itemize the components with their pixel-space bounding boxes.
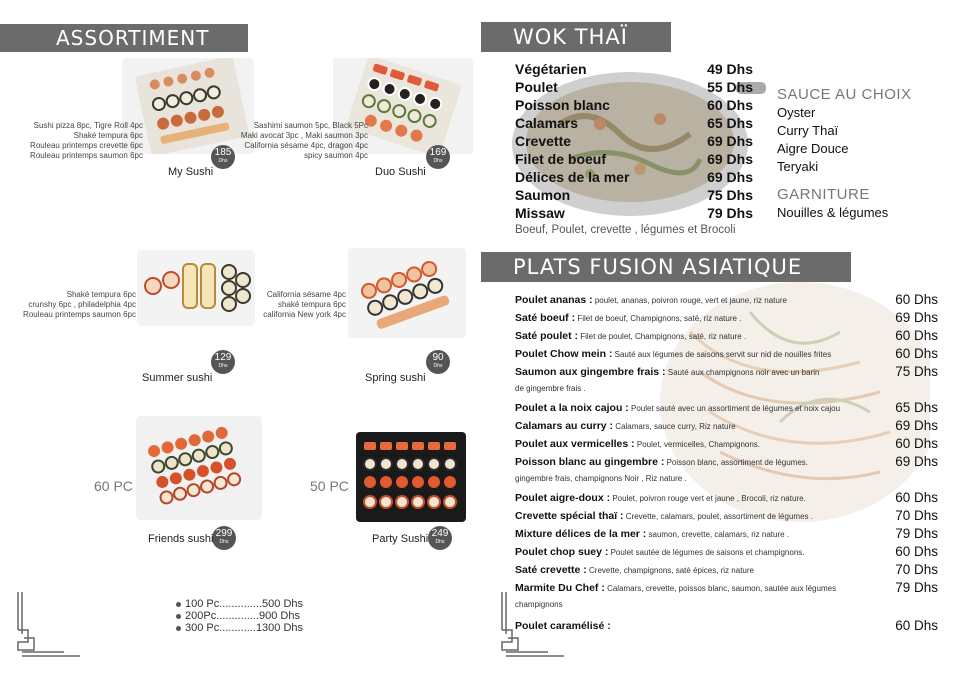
fusion-item-desc: Filet de boeuf, Champignons, saté, riz nature . (575, 314, 742, 323)
price-value: 169 (429, 147, 447, 158)
fusion-item-name: Poulet ananas : (515, 294, 593, 306)
fusion-item (515, 492, 806, 504)
bulk-price-row (176, 610, 300, 622)
sushi-platter-illustration (348, 248, 466, 338)
bulk-qty: 200Pc (185, 610, 217, 622)
leader-dots: .............. (219, 598, 263, 610)
sushi-platter-illustration (136, 416, 262, 520)
wok-item-name: Poulet (515, 79, 558, 95)
price-value: 90 (432, 352, 444, 363)
sauce-item: Teryaki (777, 159, 819, 174)
fusion-item-desc: Calamars, sauce curry, Riz nature (613, 422, 736, 431)
fusion-item-desc-cont: champignons (515, 600, 563, 609)
price-value: 185 (214, 147, 232, 158)
fusion-item-name: Mixture délices de la mer : (515, 528, 647, 540)
fusion-item-price: 70 Dhs (895, 562, 938, 577)
desc-line: california New york 4pc (263, 310, 346, 319)
fusion-item-name: Saté crevette : (515, 564, 587, 576)
desc-line: Shaké tempura 6pc (73, 131, 143, 140)
wok-item (515, 114, 753, 132)
wok-title: WOK THAÏ (513, 25, 628, 49)
summer-sushi-desc (0, 290, 136, 320)
fusion-item (515, 330, 746, 342)
bullet-icon (176, 626, 181, 631)
fusion-item-price: 79 Dhs (895, 580, 938, 595)
spring-sushi-caption: Spring sushi (365, 372, 426, 384)
fusion-item-price: 65 Dhs (895, 400, 938, 415)
leader-dots: ............ (219, 622, 256, 634)
party-sushi-photo (356, 432, 466, 522)
bulk-price: 900 Dhs (259, 610, 300, 622)
price-badge (212, 526, 236, 550)
fusion-item-price: 60 Dhs (895, 346, 938, 361)
wok-item-price: 49 Dhs (707, 61, 753, 77)
fusion-title: PLATS FUSION ASIATIQUE (513, 255, 803, 279)
bulk-qty: 100 Pc (185, 598, 220, 610)
fusion-item (515, 528, 789, 540)
wok-item-name: Végétarien (515, 61, 587, 77)
price-unit: Dhs (433, 363, 443, 369)
fusion-item-price: 69 Dhs (895, 310, 938, 325)
leader-dots: .............. (216, 610, 259, 622)
fusion-item-desc: Poulet sauté avec un assortiment de légumes et noix cajou (628, 404, 841, 413)
wok-item-name: Filet de boeuf (515, 151, 606, 167)
fusion-item-name: Poulet Chow mein : (515, 348, 613, 360)
price-badge (428, 526, 452, 550)
fusion-item-price: 60 Dhs (895, 436, 938, 451)
price-unit: Dhs (433, 158, 443, 164)
desc-line: spicy saumon 4pc (303, 151, 368, 160)
party-sushi-caption: Party Sushi (372, 533, 429, 545)
assortiment-title: ASSORTIMENT (56, 26, 210, 50)
fusion-item (515, 294, 787, 306)
wok-item-price: 75 Dhs (707, 187, 753, 203)
wok-item-price: 55 Dhs (707, 79, 753, 95)
noodle-dish-illustration (600, 272, 930, 522)
fusion-item-name: Poulet caramélisé : (515, 620, 611, 632)
wok-item-name: Délices de la mer (515, 169, 630, 185)
fusion-item-desc: Poulet, vermicelles, Champignons. (634, 440, 761, 449)
fusion-item-name: Poulet chop suey : (515, 546, 609, 558)
friends-pieces: 60 PC (94, 478, 133, 494)
wok-item-price: 65 Dhs (707, 115, 753, 131)
assortiment-banner (0, 24, 248, 52)
fusion-item (515, 620, 611, 632)
fusion-item (515, 564, 754, 576)
fusion-item-price: 79 Dhs (895, 526, 938, 541)
friends-sushi-photo (136, 416, 262, 520)
wok-item-price: 79 Dhs (707, 205, 753, 221)
bulk-qty: 300 Pc (185, 622, 220, 634)
desc-line: California sésame 4pc, dragon 4pc (244, 141, 368, 150)
fusion-item-desc: Crevette, calamars, poulet, assortiment de légumes . (623, 512, 813, 521)
fusion-item-name: Poisson blanc au gingembre : (515, 456, 665, 468)
spring-sushi-photo (348, 248, 466, 338)
wok-item-price: 69 Dhs (707, 133, 753, 149)
fusion-item-desc: Filet de poulet, Champignons, saté, riz nature . (578, 332, 747, 341)
fusion-item-name: Poulet aigre-doux : (515, 492, 611, 504)
price-badge (426, 350, 450, 374)
fusion-item-name: Saumon aux gingembre frais : (515, 366, 666, 378)
fusion-item (515, 312, 741, 324)
price-unit: Dhs (218, 158, 228, 164)
desc-line: Maki avocat 3pc , Maki saumon 3pc (240, 131, 368, 140)
fusion-item-name: Marmite Du Chef : (515, 582, 605, 594)
price-unit: Dhs (435, 539, 445, 545)
desc-line: California sésame 4pc (266, 290, 346, 299)
friends-sushi-caption: Friends sushi (148, 533, 214, 545)
price-value: 129 (214, 352, 232, 363)
fusion-item-price: 69 Dhs (895, 454, 938, 469)
desc-line: shaké tempura 6pc (277, 300, 346, 309)
spring-sushi-desc (230, 290, 346, 320)
desc-line: Shaké tempura 6pc (66, 290, 136, 299)
wok-item (515, 60, 753, 78)
fusion-item-price: 60 Dhs (895, 544, 938, 559)
price-value: 249 (431, 528, 449, 539)
desc-line: crunshy 6pc , philadelphia 4pc (28, 300, 136, 309)
fusion-item-name: Calamars au curry : (515, 420, 614, 432)
my-sushi-desc (0, 121, 143, 161)
fusion-item-name: Saté boeuf : (515, 312, 576, 324)
wok-item-name: Poisson blanc (515, 97, 610, 113)
desc-line: Rouleau printemps saumon 6pc (23, 310, 136, 319)
fusion-item-desc: Poulet, poivron rouge vert et jaune , Brocoli, riz nature. (610, 494, 806, 503)
sauce-title: SAUCE AU CHOIX (777, 86, 912, 103)
fusion-item-price: 70 Dhs (895, 508, 938, 523)
wok-item (515, 150, 753, 168)
fusion-item-desc: Calamars, crevette, poissos blanc, saumon, sautée aux légumes (604, 584, 837, 593)
duo-sushi-caption: Duo Sushi (375, 166, 426, 178)
bulk-price: 1300 Dhs (255, 622, 304, 634)
wok-item (515, 96, 753, 114)
wok-item-price: 60 Dhs (707, 97, 753, 113)
bullet-icon (176, 602, 181, 607)
fusion-item (515, 348, 831, 360)
fusion-item (515, 366, 819, 378)
fusion-item-price: 69 Dhs (895, 418, 938, 433)
price-badge (211, 350, 235, 374)
fusion-item-name: Saté poulet : (515, 330, 579, 342)
wok-item-name: Calamars (515, 115, 579, 131)
fusion-item-desc: Sauté aux champignons noir avec un barin (665, 368, 820, 377)
price-unit: Dhs (218, 363, 228, 369)
fusion-item-price: 60 Dhs (895, 490, 938, 505)
party-pieces: 50 PC (310, 478, 349, 494)
fusion-item-name: Poulet aux vermicelles : (515, 438, 635, 450)
wok-item (515, 132, 753, 150)
fusion-item-desc-cont: de gingembre frais . (515, 384, 586, 393)
desc-line: Rouleau printemps crevette 6pc (30, 141, 143, 150)
fusion-item-desc: poulet, ananas, poivron rouge, vert et jaune, riz nature (592, 296, 787, 305)
desc-line: Sashimi saumon 5pc, Black 5Pc (253, 121, 368, 130)
sauce-item: Aigre Douce (777, 141, 849, 156)
sauce-item: Oyster (777, 105, 816, 120)
fusion-item-price: 60 Dhs (895, 328, 938, 343)
garniture-item: Nouilles & légumes (777, 205, 889, 220)
bulk-price-row (176, 598, 303, 610)
fusion-item (515, 546, 804, 558)
fusion-item (515, 582, 836, 594)
fusion-item-desc: Poulet sautée de légumes de saisons et champignons. (608, 548, 805, 557)
fusion-item-name: Poulet a la noix cajou : (515, 402, 629, 414)
wok-note: Boeuf, Poulet, crevette , légumes et Brocoli (515, 224, 736, 236)
sauce-item: Curry Thaï (777, 123, 839, 138)
bulk-price-row (176, 622, 303, 634)
desc-line: Sushi pizza 8pc, Tigre Roll 4pc (33, 121, 143, 130)
duo-sushi-desc (230, 121, 368, 161)
fusion-item-price: 60 Dhs (895, 292, 938, 307)
fusion-item-desc: Sauté aux légumes de saisons servit sur nid de nouilles frites (612, 350, 832, 359)
fusion-item-desc: saumon, crevette, calamars, riz nature . (646, 530, 790, 539)
fusion-item-desc: Poisson blanc, assortiment de légumes. (664, 458, 808, 467)
my-sushi-caption: My Sushi (168, 166, 214, 178)
price-badge (426, 145, 450, 169)
wok-item-price: 69 Dhs (707, 169, 753, 185)
bulk-price: 500 Dhs (262, 598, 304, 610)
wok-item-price: 69 Dhs (707, 151, 753, 167)
wok-item (515, 204, 753, 222)
fusion-item (515, 420, 736, 432)
wok-item-name: Crevette (515, 133, 572, 149)
fusion-item (515, 456, 808, 468)
price-value: 299 (215, 528, 233, 539)
fusion-item-price: 75 Dhs (895, 364, 938, 379)
fusion-item (515, 402, 840, 414)
fusion-item-desc: Crevette, champignons, saté épices, riz nature (586, 566, 754, 575)
wok-item-name: Saumon (515, 187, 571, 203)
price-unit: Dhs (219, 539, 229, 545)
wok-item (515, 186, 753, 204)
fusion-item-desc-cont: gingembre frais, champignons Noir , Riz nature . (515, 474, 687, 483)
wok-item (515, 78, 753, 96)
bullet-icon (176, 614, 181, 619)
fusion-item (515, 438, 760, 450)
fusion-item-name: Crevette spécial thaï : (515, 510, 624, 522)
sushi-platter-illustration (356, 432, 466, 522)
wok-banner (481, 22, 671, 52)
summer-sushi-caption: Summer sushi (142, 372, 213, 384)
fusion-item (515, 510, 813, 522)
wok-item-name: Missaw (515, 205, 565, 221)
corner-ornament-icon (14, 590, 84, 660)
desc-line: Rouleau printemps saumon 6pc (30, 151, 143, 160)
fusion-item-price: 60 Dhs (895, 618, 938, 633)
garniture-title: GARNITURE (777, 186, 870, 203)
wok-item (515, 168, 753, 186)
